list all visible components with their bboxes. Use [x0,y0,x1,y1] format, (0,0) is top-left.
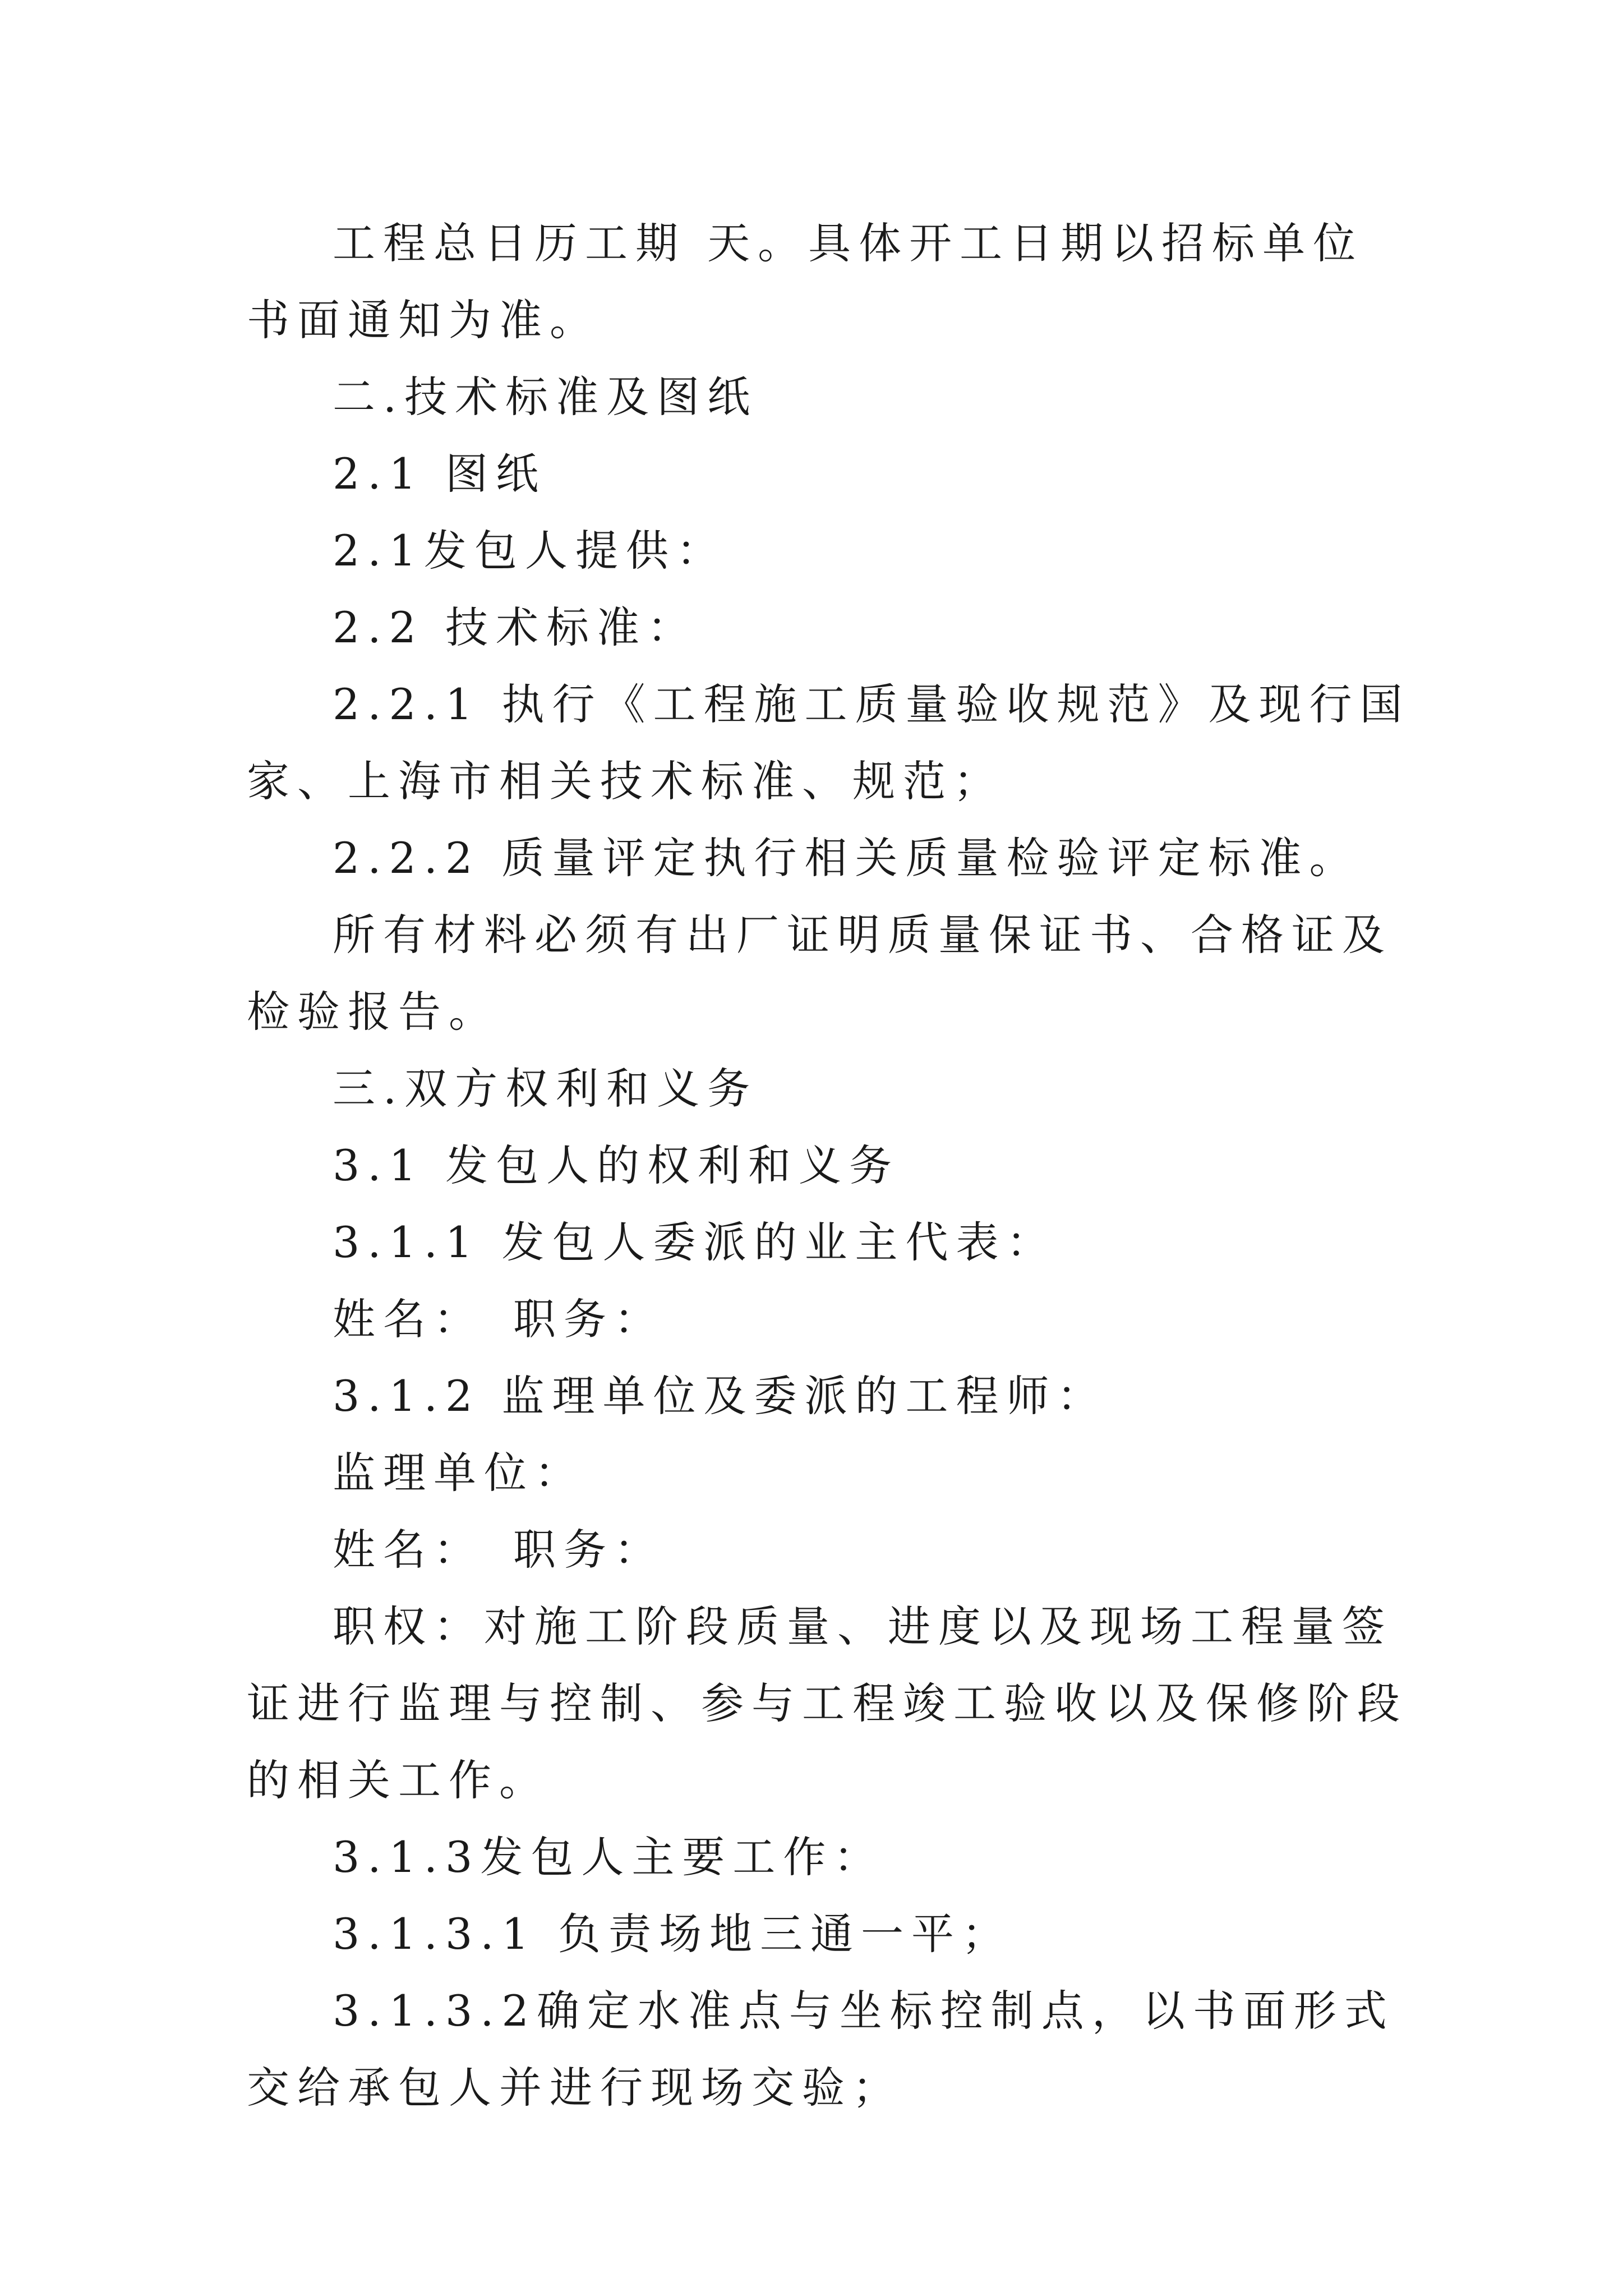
heading-drawings: 2.1 图纸 [333,449,547,499]
paragraph-materials: 所有材料必须有出厂证明质量保证书、合格证及检验报告。 [247,910,1393,1037]
paragraph-authority: 职权：对施工阶段质量、进度以及现场工程量签证进行监理与控制、参与工程竣工验收以及保修阶段的相关工作。 [247,1602,1408,1805]
paragraph-owner-representative: 3.1.1 发包人委派的业主代表： [333,1217,1057,1267]
document-body [247,205,1410,2126]
paragraph-benchmark-control: 3.1.3.2确定水准点与坐标控制点，以书面形式交给承包人并进行现场交验； [247,1986,1395,2113]
paragraph-schedule: 工程总日历工期 天。具体开工日期以招标单位书面通知为准。 [247,218,1364,345]
heading-employer-rights: 3.1 发包人的权利和义务 [333,1140,900,1190]
paragraph-quality-evaluation: 2.2.2 质量评定执行相关质量检验评定标准。 [333,833,1360,883]
heading-technical-standards: 二.技术标准及图纸 [333,372,758,422]
heading-rights-obligations: 三.双方权利和义务 [333,1064,758,1114]
heading-technical-standard: 2.2 技术标准： [333,602,698,652]
paragraph-supervision-unit-label: 监理单位： [333,1448,585,1498]
paragraph-provided-by-employer: 2.1发包人提供： [333,526,727,576]
paragraph-employer-main-work: 3.1.3发包人主要工作： [333,1832,884,1882]
paragraph-name-position-2: 姓名： 职务： [333,1525,665,1575]
paragraph-supervision-unit: 3.1.2 监理单位及委派的工程师： [333,1371,1108,1421]
paragraph-acceptance-code: 2.2.1 执行《工程施工质量验收规范》及现行国家、上海市相关技术标准、规范； [247,679,1410,806]
paragraph-name-position-1: 姓名： 职务： [333,1294,665,1344]
paragraph-site-preparation: 3.1.3.1 负责场地三通一平； [333,1909,1013,1959]
